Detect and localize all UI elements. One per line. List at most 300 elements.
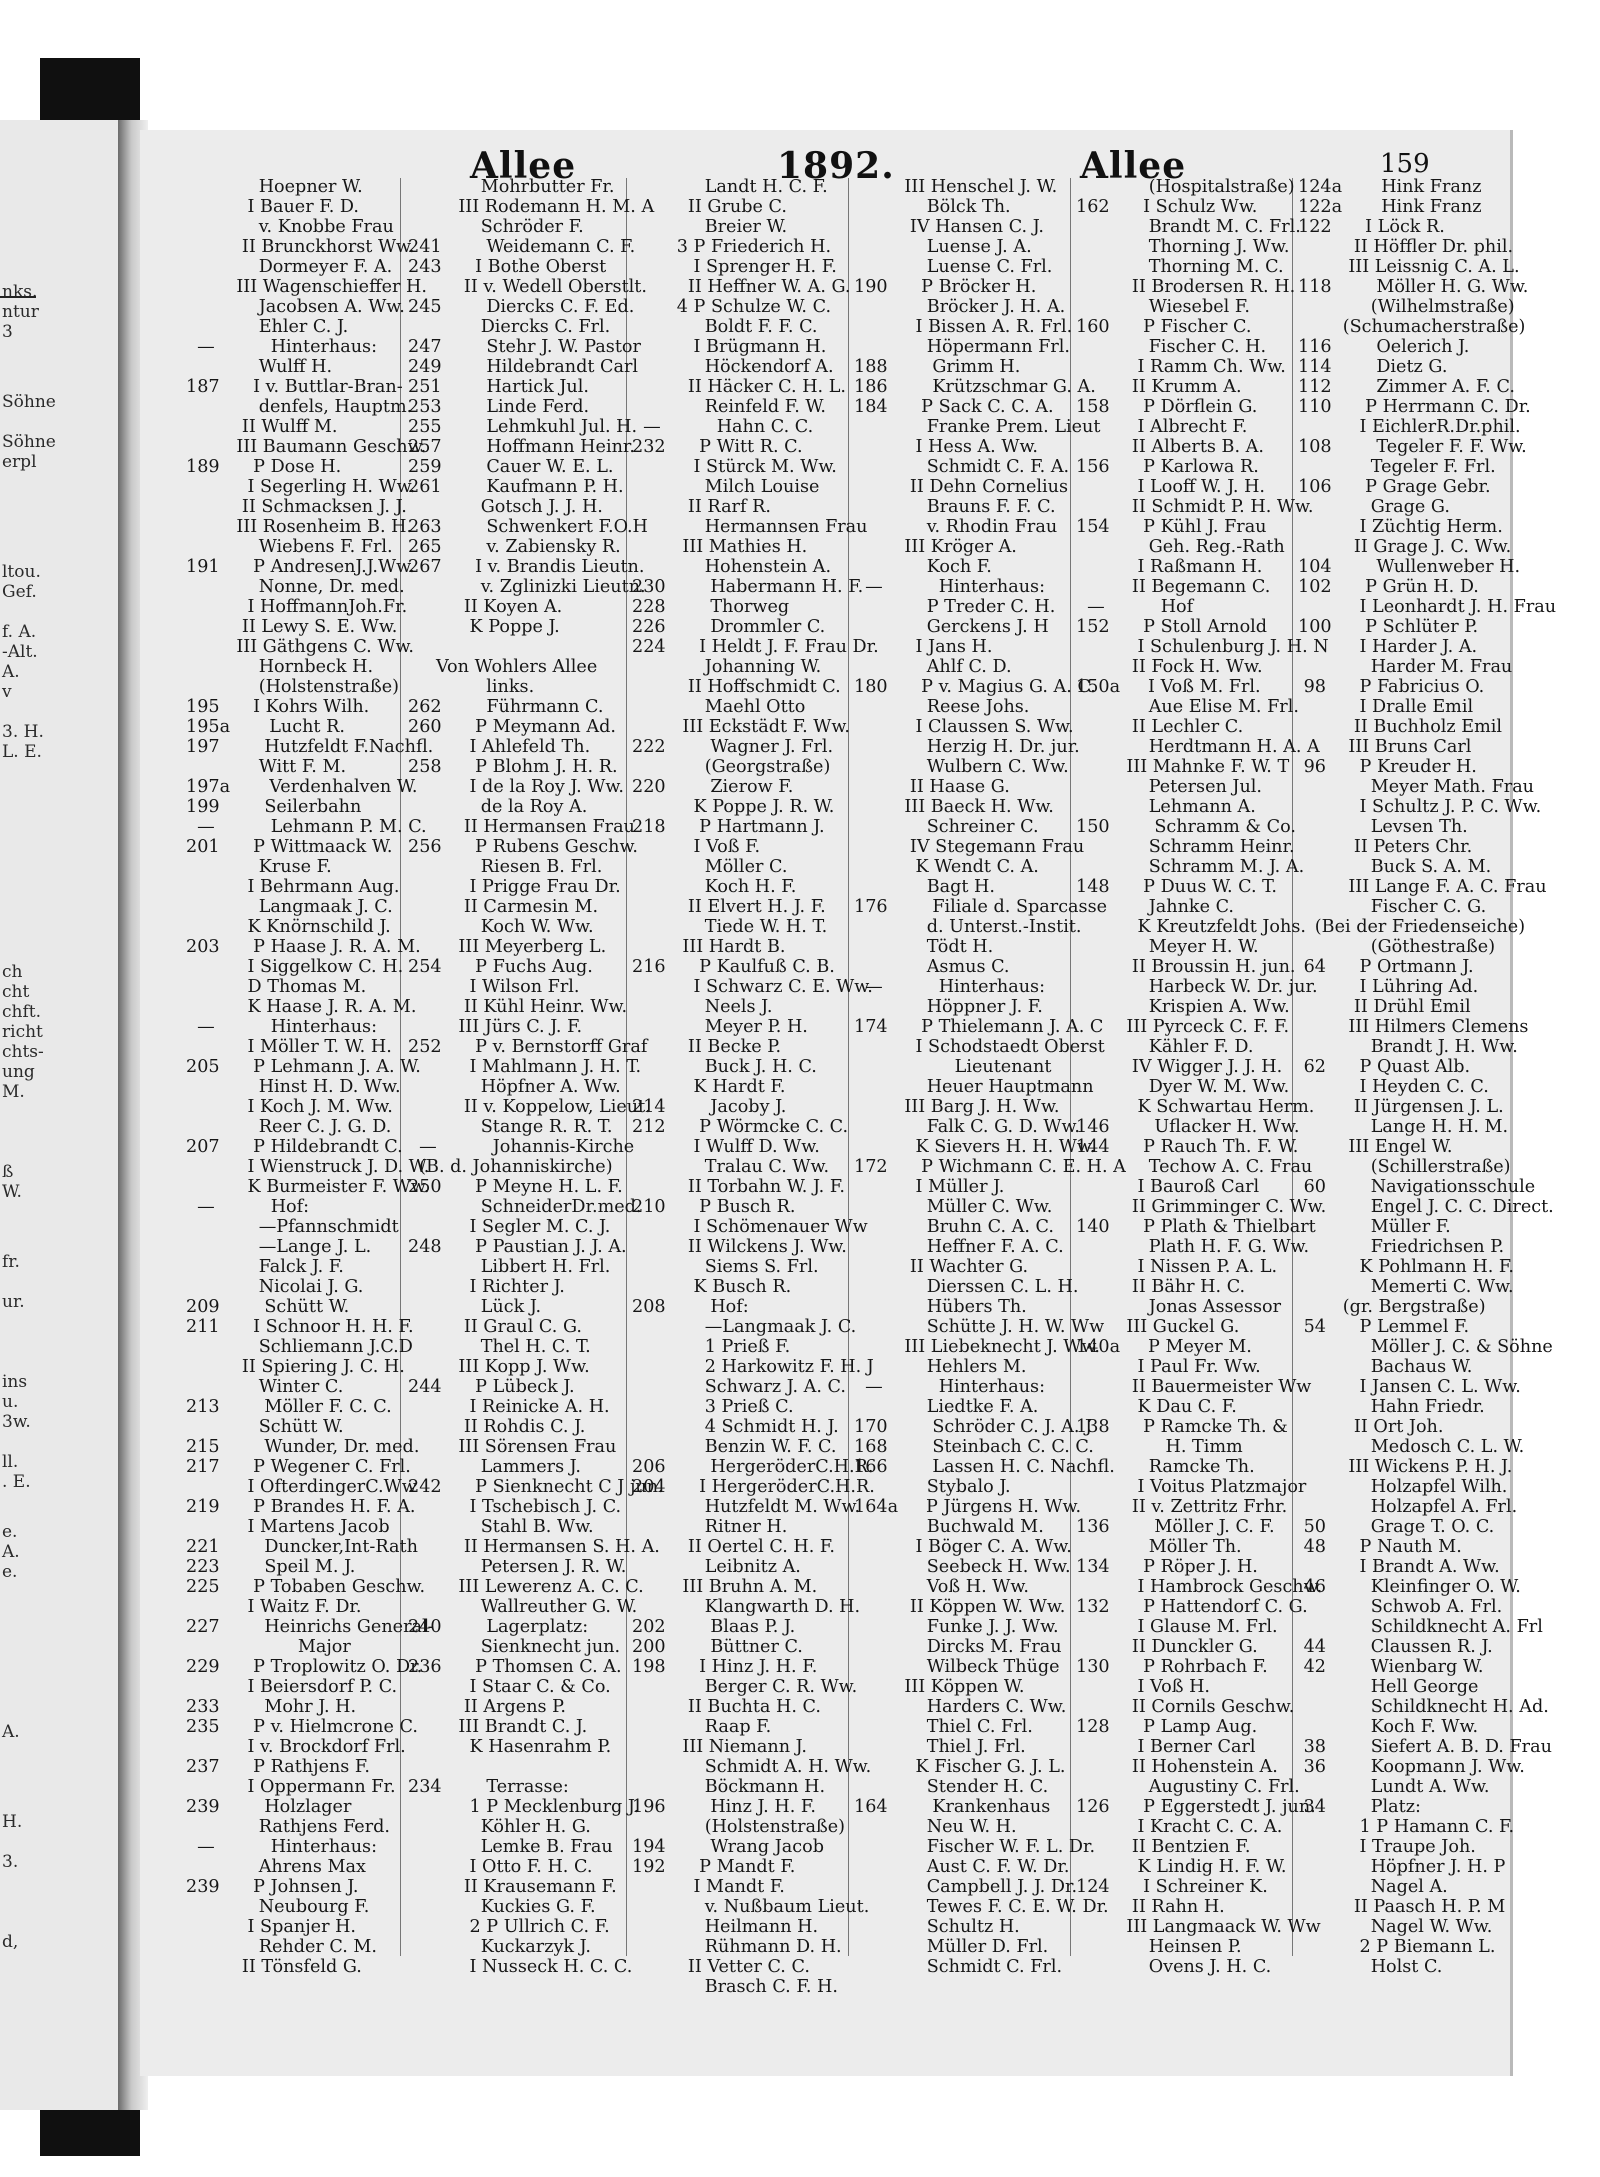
directory-entry: II Dunckler G.	[1076, 1637, 1258, 1657]
directory-entry: K Kreutzfeldt Johs.	[1076, 917, 1306, 937]
directory-entry: Hübers Th.	[854, 1297, 1027, 1317]
previous-page-rule	[0, 296, 36, 298]
directory-entry: Lange H. H. M.	[1298, 1117, 1509, 1137]
directory-entry: Falck J. F.	[186, 1257, 344, 1277]
directory-entry: I Brandt A. Ww.	[1298, 1557, 1500, 1577]
directory-entry: 150 Schramm & Co.	[1076, 817, 1297, 837]
directory-entry: P Treder C. H.	[854, 597, 1056, 617]
directory-entry: III Langmaack W. Ww	[1076, 1917, 1321, 1937]
directory-entry: Memerti C. Ww.	[1298, 1277, 1514, 1297]
previous-page-fragment: ntur	[2, 302, 39, 322]
directory-entry: I Mandt F.	[632, 1877, 785, 1897]
directory-entry: 224 I Heldt J. F. Frau Dr.	[632, 637, 879, 657]
directory-entry: 261 Kaufmann P. H.	[408, 477, 624, 497]
directory-entry: Franke Prem. Lieut	[854, 417, 1101, 437]
previous-page-fragment: H.	[2, 1812, 23, 1832]
directory-entry: I Martens Jacob	[186, 1517, 390, 1537]
previous-page-fragment: erpl	[2, 452, 37, 472]
directory-entry: 54 P Lemmel F.	[1298, 1317, 1470, 1337]
directory-entry: 140 P Plath & Thielbart	[1076, 1217, 1316, 1237]
directory-entry: 166 Lassen H. C. Nachfl.	[854, 1457, 1115, 1477]
directory-entry: — Hof	[1076, 597, 1194, 617]
directory-entry: Buck S. A. M.	[1298, 857, 1492, 877]
directory-entry: 3 Prieß C.	[632, 1397, 794, 1417]
directory-entry: I Oppermann Fr.	[186, 1777, 396, 1797]
directory-entry: Stender H. C.	[854, 1777, 1049, 1797]
directory-entry: I Möller T. W. H.	[186, 1037, 392, 1057]
previous-page-fragment: L. E.	[2, 742, 42, 762]
previous-page-edge	[0, 120, 130, 2110]
directory-entry: I Paul Fr. Ww.	[1076, 1357, 1261, 1377]
directory-entry: I Prigge Frau Dr.	[408, 877, 621, 897]
directory-entry: 110 P Herrmann C. Dr.	[1298, 397, 1531, 417]
directory-entry: I Hambrock Geschw.	[1076, 1577, 1323, 1597]
directory-entry: Stahl B. Ww.	[408, 1517, 594, 1537]
directory-entry: Heilmann H.	[632, 1917, 819, 1937]
directory-entry: Schmidt A. H. Ww.	[632, 1757, 872, 1777]
directory-entry: Hoepner W.	[186, 177, 363, 197]
previous-page-fragment: e.	[2, 1522, 18, 1542]
directory-entry: Heffner F. A. C.	[854, 1237, 1064, 1257]
directory-entry: v. Knobbe Frau	[186, 217, 394, 237]
previous-page-fragment: ß	[2, 1162, 14, 1182]
directory-entry: Buck J. H. C.	[632, 1057, 817, 1077]
directory-entry: II Bauermeister Ww	[1076, 1377, 1312, 1397]
directory-entry: II Torbahn W. J. F.	[632, 1177, 845, 1197]
directory-entry: I Waitz F. Dr.	[186, 1597, 362, 1617]
directory-entry: II Dehn Cornelius	[854, 477, 1069, 497]
directory-entry: III Hardt B.	[632, 937, 786, 957]
directory-entry: 158 P Dörflein G.	[1076, 397, 1258, 417]
directory-entry: 191 P AndresenJ.J.Ww.	[186, 557, 415, 577]
header-year: 1892.	[777, 145, 895, 187]
directory-entry: Dyer W. M. Ww.	[1076, 1077, 1290, 1097]
directory-entry: Herzig H. Dr. jur.	[854, 737, 1080, 757]
directory-entry: 229 P Troplowitz O. Dr.	[186, 1657, 423, 1677]
directory-entry: Harbeck W. Dr. jur.	[1076, 977, 1318, 997]
directory-entry: II Lewy S. E. Ww.	[186, 617, 398, 637]
directory-entry: 98 P Fabricius O.	[1298, 677, 1485, 697]
directory-entry: III Guckel G.	[1076, 1317, 1240, 1337]
directory-entry: 138 P Ramcke Th. &	[1076, 1417, 1288, 1437]
directory-entry: III Mahnke F. W. T	[1076, 757, 1290, 777]
directory-entry: III Henschel J. W.	[854, 177, 1058, 197]
directory-entry: K Fischer G. J. L.	[854, 1757, 1066, 1777]
directory-entry: II Elvert H. J. F.	[632, 897, 826, 917]
directory-entry: Riesen B. Frl.	[408, 857, 603, 877]
address-column-5	[1076, 177, 1329, 1977]
directory-entry: II Rohdis C. J.	[408, 1417, 586, 1437]
directory-entry: Koch H. F.	[632, 877, 797, 897]
directory-entry: II Jürgensen J. L.	[1298, 1097, 1504, 1117]
directory-entry: Schramm M. J. A.	[1076, 857, 1305, 877]
directory-entry: Rühmann D. H.	[632, 1937, 842, 1957]
directory-entry: d. Unterst.-Instit.	[854, 917, 1082, 937]
directory-entry: IV Hansen C. J.	[854, 217, 1044, 237]
directory-entry: Mohrbutter Fr.	[408, 177, 615, 197]
directory-entry: 243 I Bothe Oberst	[408, 257, 607, 277]
directory-entry: 186 Krützschmar G. A.	[854, 377, 1096, 397]
directory-entry: 265 v. Zabiensky R.	[408, 537, 621, 557]
directory-entry: 2 P Biemann L.	[1298, 1937, 1496, 1957]
directory-entry: I Staar C. & Co.	[408, 1677, 611, 1697]
directory-entry: Geh. Reg.-Rath	[1076, 537, 1285, 557]
directory-entry: 247 Stehr J. W. Pastor	[408, 337, 641, 357]
directory-entry: 239 Holzlager	[186, 1797, 352, 1817]
directory-entry: I Hess A. Ww.	[854, 437, 1039, 457]
directory-entry: Fischer C. H.	[1076, 337, 1267, 357]
directory-entry: 253 Linde Ferd.	[408, 397, 590, 417]
directory-entry: Ehler C. J.	[186, 317, 349, 337]
directory-entry: 1 P Mecklenburg J.	[408, 1797, 640, 1817]
directory-entry: I Ramm Ch. Ww.	[1076, 357, 1286, 377]
previous-page-fragment: Gef.	[2, 582, 37, 602]
header-street-left: Allee	[470, 145, 577, 187]
directory-entry: II Broussin H. jun.	[1076, 957, 1296, 977]
directory-entry: 152 P Stoll Arnold	[1076, 617, 1268, 637]
directory-entry: Hehlers M.	[854, 1357, 1027, 1377]
directory-entry: 188 Grimm H.	[854, 357, 1021, 377]
directory-entry: Stybalo J.	[854, 1477, 1011, 1497]
directory-entry: Nonne, Dr. med.	[186, 577, 405, 597]
directory-entry: Thorning M. C.	[1076, 257, 1284, 277]
directory-entry: Wilbeck Thüge	[854, 1657, 1060, 1677]
directory-entry: Wulbern C. Ww.	[854, 757, 1069, 777]
directory-entry: II Wulff M.	[186, 417, 338, 437]
directory-entry: 222 Wagner J. Frl.	[632, 737, 834, 757]
directory-entry: Brauns F. F. C.	[854, 497, 1056, 517]
directory-entry: 136 Möller J. C. F.	[1076, 1517, 1275, 1537]
directory-entry: Fischer W. F. L. Dr.	[854, 1837, 1096, 1857]
directory-entry: II Becke P.	[632, 1037, 782, 1057]
directory-entry: 198 I Hinz J. H. F.	[632, 1657, 818, 1677]
directory-entry: Hutzfeldt M. Ww.	[632, 1497, 861, 1517]
directory-entry: 100 P Schlüter P.	[1298, 617, 1479, 637]
directory-entry: I Bissen A. R. Frl.	[854, 317, 1073, 337]
directory-entry: 140a P Meyer M.	[1076, 1337, 1252, 1357]
directory-entry: III Baumann Geschw.	[186, 437, 427, 457]
directory-entry: III Meyerberg L.	[408, 937, 607, 957]
directory-entry: Bruhn C. A. C.	[854, 1217, 1054, 1237]
directory-entry: Neu W. H.	[854, 1817, 1017, 1837]
directory-entry: Tegeler F. Frl.	[1298, 457, 1496, 477]
directory-entry: 164a P Jürgens H. Ww.	[854, 1497, 1082, 1517]
directory-entry: Wiesebel F.	[1076, 297, 1250, 317]
directory-entry: Ahrens Max	[186, 1857, 366, 1877]
directory-entry: K Schwartau Herm.	[1076, 1097, 1315, 1117]
directory-entry: K Poppe J.	[408, 617, 560, 637]
directory-entry: 233 Mohr J. H.	[186, 1697, 357, 1717]
directory-entry: 118 Möller H. G. Ww.	[1298, 277, 1529, 297]
directory-entry: 42 Wienbarg W.	[1298, 1657, 1484, 1677]
directory-entry: Raap F.	[632, 1717, 772, 1737]
directory-entry: 202 Blaas P. J.	[632, 1617, 796, 1637]
previous-page-fragment: A.	[2, 1542, 20, 1562]
directory-entry: 180 P v. Magius G. A. C.	[854, 677, 1096, 697]
directory-entry: — Hahn C. C.	[632, 417, 814, 437]
directory-entry: Kruse F.	[186, 857, 332, 877]
directory-entry: 216 P Kaulfuß C. B.	[632, 957, 835, 977]
previous-page-fragment: M.	[2, 1082, 25, 1102]
directory-entry: Hornbeck H.	[186, 657, 374, 677]
directory-entry: — Johannis-Kirche	[408, 1137, 635, 1157]
directory-entry: Thorning J. Ww.	[1076, 237, 1290, 257]
directory-entry: 176 Filiale d. Sparcasse	[854, 897, 1108, 917]
directory-entry: I Leonhardt J. H. Frau	[1298, 597, 1557, 617]
page-number: 159	[1380, 149, 1430, 179]
directory-entry: K Dau C. F.	[1076, 1397, 1237, 1417]
directory-entry: 263 Schwenkert F.O.H	[408, 517, 648, 537]
directory-entry: 234 Terrasse:	[408, 1777, 569, 1797]
directory-entry: 112 Zimmer A. F. C.	[1298, 377, 1515, 397]
directory-entry: Gotsch J. J. H.	[408, 497, 603, 517]
directory-entry: I Nusseck H. C. C.	[408, 1957, 633, 1977]
directory-entry: II Heffner W. A. G.	[632, 277, 851, 297]
directory-entry: Milch Louise	[632, 477, 820, 497]
directory-entry: I Sprenger H. F.	[632, 257, 837, 277]
directory-entry: III Niemann J.	[632, 1737, 807, 1757]
previous-page-fragment: f. A.	[2, 622, 37, 642]
previous-page-fragment: nks.	[2, 282, 38, 302]
directory-entry: Luense C. Frl.	[854, 257, 1053, 277]
directory-entry: 170 Schröder C. J. A. J	[854, 1417, 1093, 1437]
directory-entry: Jacobsen A. Ww.	[186, 297, 405, 317]
directory-entry: II Graul C. G.	[408, 1317, 582, 1337]
previous-page-fragment: ur.	[2, 1292, 25, 1312]
directory-entry: I Traupe Joh.	[1298, 1837, 1476, 1857]
directory-entry: 48 P Nauth M.	[1298, 1537, 1462, 1557]
directory-entry: 134 P Röper J. H.	[1076, 1557, 1258, 1577]
directory-entry: I Albrecht F.	[1076, 417, 1248, 437]
directory-entry: II Schmidt P. H. Ww.	[1076, 497, 1314, 517]
directory-entry: Medosch C. L. W.	[1298, 1437, 1525, 1457]
directory-entry: II Vetter C. C.	[632, 1957, 810, 1977]
directory-entry: 200 Büttner C.	[632, 1637, 803, 1657]
directory-entry: I Brügmann H.	[632, 337, 827, 357]
directory-entry: I Müller J.	[854, 1177, 1005, 1197]
directory-entry: 62 P Quast Alb.	[1298, 1057, 1471, 1077]
directory-entry: denfels, Hauptm.	[186, 397, 413, 417]
directory-entry: Neels J.	[632, 997, 773, 1017]
directory-entry: II Oertel C. H. F.	[632, 1537, 835, 1557]
directory-entry: Nicolai J. G.	[186, 1277, 364, 1297]
directory-entry: Möller Th.	[1076, 1537, 1242, 1557]
directory-entry: K Burmeister F. Ww.	[186, 1177, 430, 1197]
directory-entry: I Raßmann H.	[1076, 557, 1263, 577]
directory-entry: III Liebeknecht J. Ww.	[854, 1337, 1100, 1357]
directory-entry: II Krumm A.	[1076, 377, 1242, 397]
directory-entry: III Eckstädt F. Ww.	[632, 717, 850, 737]
directory-entry: Ahlf C. D.	[854, 657, 1012, 677]
directory-entry: 38 Siefert A. B. D. Frau	[1298, 1737, 1552, 1757]
directory-entry: Höpfner J. H. P	[1298, 1857, 1506, 1877]
directory-entry: III Lewerenz A. C. C.	[408, 1577, 644, 1597]
directory-entry: Brandt M. C. Frl.	[1076, 217, 1301, 237]
directory-entry: 146 Uflacker H. Ww.	[1076, 1117, 1300, 1137]
directory-entry: Kähler F. D.	[1076, 1037, 1254, 1057]
directory-entry: II Paasch H. P. M	[1298, 1897, 1506, 1917]
directory-entry: 213 Möller F. C. C.	[186, 1397, 392, 1417]
directory-entry: I Beiersdorf P. C.	[186, 1677, 398, 1697]
previous-page-fragment: d,	[2, 1932, 19, 1952]
directory-entry: Lück J.	[408, 1297, 542, 1317]
directory-entry: K Busch R.	[632, 1277, 792, 1297]
directory-entry: Landt H. C. F.	[632, 177, 828, 197]
directory-entry: (Schumacherstraße)	[1298, 317, 1526, 337]
directory-entry: II Häcker C. H. L.	[632, 377, 847, 397]
directory-entry: I Schodstaedt Oberst	[854, 1037, 1105, 1057]
column-divider	[1292, 178, 1293, 1956]
directory-entry: Müller C. Ww.	[854, 1197, 1053, 1217]
directory-entry: I Kracht C. C. A.	[1076, 1817, 1283, 1837]
address-column-2	[408, 177, 664, 1977]
directory-entry: (Hospitalstraße)	[1076, 177, 1295, 197]
directory-entry: Köhler H. G.	[408, 1817, 591, 1837]
previous-page-fragment: W.	[2, 1182, 22, 1202]
directory-entry: III Bruhn A. M.	[632, 1577, 818, 1597]
directory-entry: Meyer Math. Frau	[1298, 777, 1535, 797]
column-divider	[1070, 178, 1071, 1956]
directory-entry: Siems S. Frl.	[632, 1257, 819, 1277]
directory-entry: I Voitus Platzmajor	[1076, 1477, 1307, 1497]
directory-entry: I Behrmann Aug.	[186, 877, 400, 897]
previous-page-fragment: 3	[2, 322, 13, 342]
directory-entry: Böckmann H.	[632, 1777, 826, 1797]
directory-entry: III Lange F. A. C. Frau	[1298, 877, 1547, 897]
directory-entry: Von Wohlers Allee	[408, 657, 598, 677]
directory-entry: Schildknecht H. Ad.	[1298, 1697, 1549, 1717]
directory-entry: Kuckies G. F.	[408, 1897, 596, 1917]
directory-entry: Tralau C. Ww.	[632, 1157, 830, 1177]
directory-entry: K Hardt F.	[632, 1077, 786, 1097]
directory-entry: Schmidt C. F. A.	[854, 457, 1070, 477]
directory-entry: Liedtke F. A.	[854, 1397, 1039, 1417]
directory-entry: II Grimminger C. Ww.	[1076, 1197, 1327, 1217]
directory-entry: II Alberts B. A.	[1076, 437, 1264, 457]
directory-entry	[408, 637, 624, 657]
header-street-right: Allee	[1080, 145, 1187, 187]
directory-entry: — Hinterhaus:	[186, 1017, 378, 1037]
directory-entry: I Voß F.	[632, 837, 761, 857]
previous-page-fragment: e.	[2, 1562, 18, 1582]
directory-entry: Kuckarzyk J.	[408, 1937, 591, 1957]
directory-entry: Petersen Jul.	[1076, 777, 1263, 797]
directory-entry: I Wulff D. Ww.	[632, 1137, 820, 1157]
directory-entry: Lemke B. Frau	[408, 1837, 613, 1857]
directory-entry: Hermannsen Frau	[632, 517, 868, 537]
directory-entry: Johanning W.	[632, 657, 822, 677]
directory-entry: 126 P Eggerstedt J. jun.	[1076, 1797, 1316, 1817]
directory-entry: 46 Kleinfinger O. W.	[1298, 1577, 1521, 1597]
directory-entry: 248 P Paustian J. J. A.	[408, 1237, 627, 1257]
directory-entry: 250 P Meyne H. L. F.	[408, 1177, 623, 1197]
directory-entry: Holzapfel A. Frl.	[1298, 1497, 1518, 1517]
directory-entry: II v. Zettritz Frhr.	[1076, 1497, 1288, 1517]
directory-entry: 236 P Thomsen C. A.	[408, 1657, 622, 1677]
directory-entry: II Hermansen Frau	[408, 817, 635, 837]
directory-entry: 207 P Hildebrandt C.	[186, 1137, 403, 1157]
directory-entry: III Mathies H.	[632, 537, 808, 557]
directory-entry: 249 Hildebrandt Carl	[408, 357, 638, 377]
directory-entry: I Heyden C. C.	[1298, 1077, 1489, 1097]
directory-entry: Höckendorf A.	[632, 357, 834, 377]
directory-entry: (B. d. Johanniskirche)	[408, 1157, 613, 1177]
directory-entry: II Koyen A.	[408, 597, 563, 617]
directory-entry: 44 Claussen R. J.	[1298, 1637, 1493, 1657]
directory-entry: 227 Heinrichs General-	[186, 1617, 434, 1637]
directory-entry: 4 P Schulze W. C.	[632, 297, 832, 317]
directory-entry: 240 Lagerplatz:	[408, 1617, 589, 1637]
directory-entry: 148 P Duus W. C. T.	[1076, 877, 1277, 897]
directory-entry: 36 Koopmann J. Ww.	[1298, 1757, 1525, 1777]
previous-page-fragment: cht	[2, 982, 30, 1002]
directory-entry: I Bauroß Carl	[1076, 1177, 1260, 1197]
directory-entry: Klangwarth D. H.	[632, 1597, 861, 1617]
directory-entry: — Hinterhaus:	[854, 1377, 1046, 1397]
directory-entry: Möller C.	[632, 857, 788, 877]
directory-entry: 128 P Lamp Aug.	[1076, 1717, 1258, 1737]
directory-entry: 259 Cauer W. E. L.	[408, 457, 614, 477]
previous-page-fragment: A.	[2, 1722, 20, 1742]
directory-entry: II Brunckhorst Ww.	[186, 237, 415, 257]
directory-entry: Petersen J. R. W.	[408, 1557, 627, 1577]
directory-entry: 267 I v. Brandis Lieutn.	[408, 557, 645, 577]
directory-entry: (Holstenstraße)	[632, 1817, 845, 1837]
directory-entry: Wulff H.	[186, 357, 333, 377]
directory-entry: 232 P Witt R. C.	[632, 437, 803, 457]
directory-entry: 124 I Schreiner K.	[1076, 1877, 1268, 1897]
directory-entry: Schröder F.	[408, 217, 584, 237]
directory-entry: K Lindig H. F. W.	[1076, 1857, 1287, 1877]
directory-entry: 258 P Blohm J. H. R.	[408, 757, 618, 777]
directory-entry: 114 Dietz G.	[1298, 357, 1448, 377]
directory-entry: 199 Seilerbahn	[186, 797, 362, 817]
directory-entry: 221 Duncker,Int-Rath	[186, 1537, 418, 1557]
directory-entry: II Buchholz Emil	[1298, 717, 1503, 737]
previous-page-fragment: richt	[2, 1022, 43, 1042]
previous-page-fragment: chts-	[2, 1042, 44, 1062]
directory-entry: Campbell J. J. Dr.	[854, 1877, 1078, 1897]
directory-entry: 262 Führmann C.	[408, 697, 604, 717]
previous-page-fragment: -Alt.	[2, 642, 38, 662]
directory-entry: 203 P Haase J. R. A. M.	[186, 937, 421, 957]
directory-entry: 223 Speil M. J.	[186, 1557, 356, 1577]
directory-entry: H. Timm	[1076, 1437, 1243, 1457]
directory-entry: II Tönsfeld G.	[186, 1957, 362, 1977]
directory-entry: Aue Elise M. Frl.	[1076, 697, 1299, 717]
directory-entry: Seebeck H. Ww.	[854, 1557, 1071, 1577]
directory-entry: II Höffler Dr. phil.	[1298, 237, 1514, 257]
directory-entry: 50 Grage T. O. C.	[1298, 1517, 1495, 1537]
directory-entry: II Bentzien F.	[1076, 1837, 1251, 1857]
directory-entry: de la Roy A.	[408, 797, 588, 817]
directory-entry: Reer C. J. G. D.	[186, 1117, 392, 1137]
directory-entry: I Schwarz C. E. Ww.	[632, 977, 873, 997]
directory-entry: Brandt J. H. Ww.	[1298, 1037, 1518, 1057]
directory-entry: Reese Johs.	[854, 697, 1030, 717]
directory-entry: (Bei der Friedenseiche)	[1298, 917, 1526, 937]
directory-entry: 218 P Hartmann J.	[632, 817, 825, 837]
directory-entry: Winter C.	[186, 1377, 344, 1397]
directory-entry: Thiel J. Frl.	[854, 1737, 1026, 1757]
directory-entry: Neubourg F.	[186, 1897, 370, 1917]
directory-entry: 244 P Lübeck J.	[408, 1377, 575, 1397]
directory-entry: 251 Hartick Jul.	[408, 377, 589, 397]
directory-entry: Müller F.	[1298, 1217, 1451, 1237]
directory-entry: Friedrichsen P.	[1298, 1237, 1505, 1257]
directory-entry: K Haase J. R. A. M.	[186, 997, 417, 1017]
directory-entry: III Pyrceck C. F. F.	[1076, 1017, 1290, 1037]
